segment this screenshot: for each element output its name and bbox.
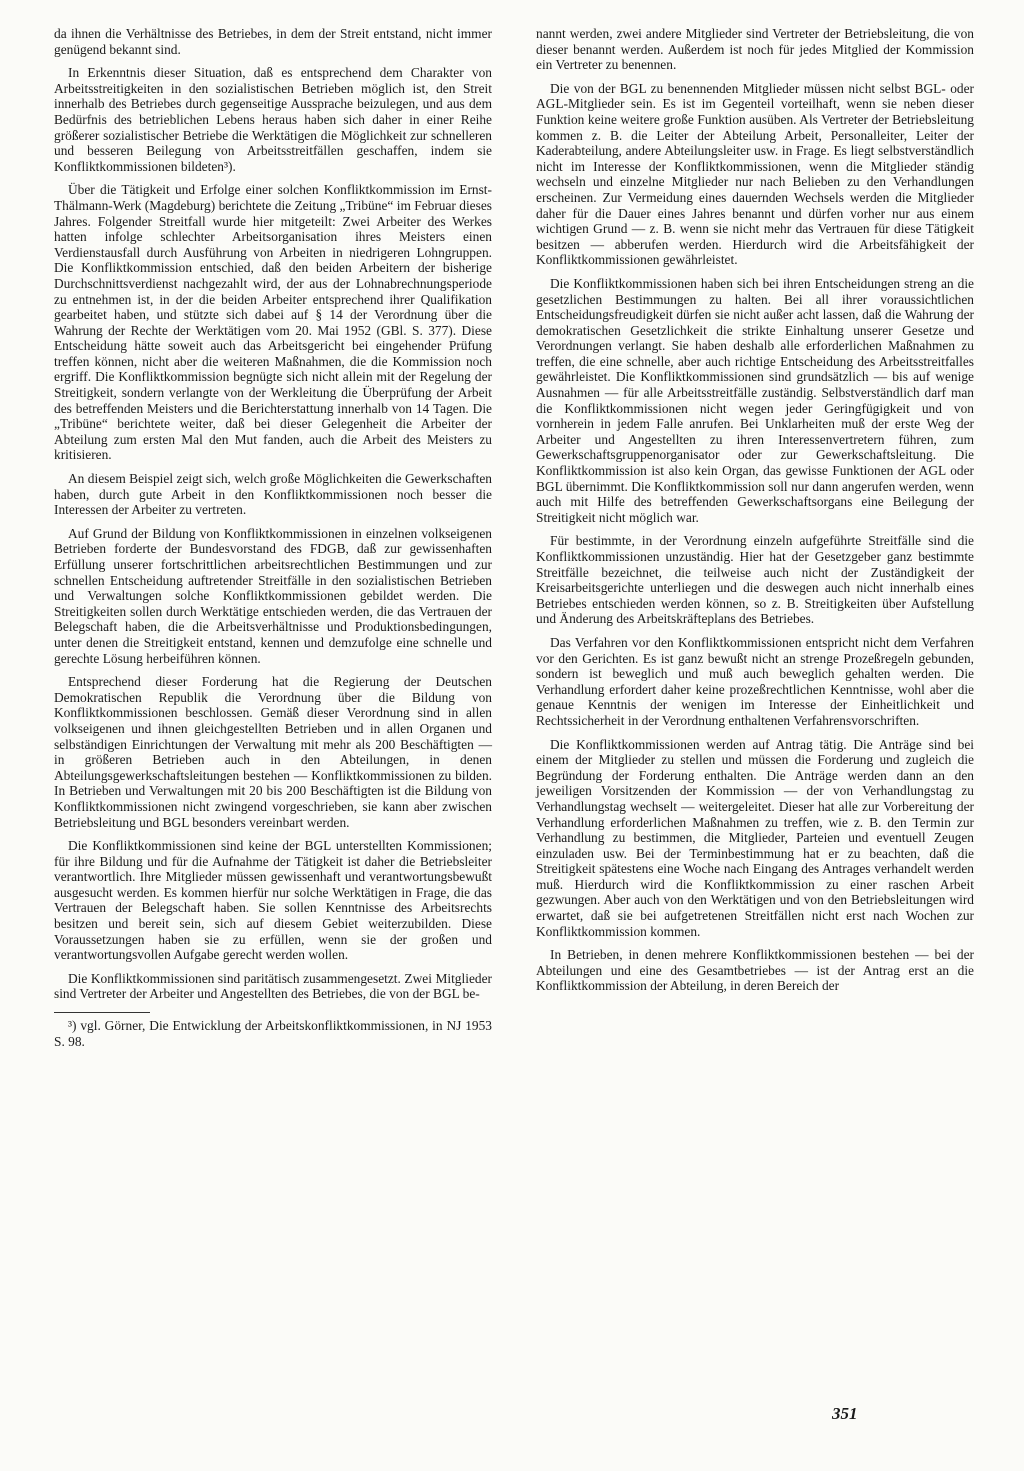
footnote-divider: [54, 1012, 150, 1013]
paragraph: Die Konfliktkommissionen sind paritätisch zusammengesetzt. Zwei Mitglieder sind Vertreter der Arbeiter und Angestellten des Betriebes, die von der BGL be-: [54, 970, 492, 1002]
footnote: ³) vgl. Görner, Die Entwicklung der Arbeitskonfliktkommissionen, in NJ 1953 S. 98.: [54, 1018, 492, 1049]
paragraph: Auf Grund der Bildung von Konfliktkommissionen in einzelnen volkseigenen Betrieben forderte der Bundesvorstand des FDGB, daß zur gewissenhaften Erfüllung unserer fortschrittlichen arbeitsrechtlichen Bestimmungen und zur schnellen Entscheidung auftretender Streitfälle in den sozialistischen Betrieben und Verwaltungen solche Konfliktkommissionen gebildet werden. Die Streitigkeiten sollen durch Werktätige entschieden werden, die das Vertrauen der Belegschaft haben, die die Arbeitsverhältnisse und Produktionsbedingungen, unter denen die Streitigkeit entstand, kennen und demzufolge eine schnelle und gerechte Lösung herbeiführen können.: [54, 525, 492, 666]
paragraph: Die Konfliktkommissionen werden auf Antrag tätig. Die Anträge sind bei einem der Mitglieder zu stellen und müssen die Forderung und zugleich die Begründung der Forderung enthalten. Die Anträge werden dann an den jeweiligen Vorsitzenden der Kommission — der von Verhandlungstag zu Verhandlungstag wechselt — weitergeleitet. Dieser hat alle zur Vorbereitung der Verhandlung erforderlichen Maßnahmen zu treffen, wie z. B. den Termin zur Verhandlung zu bestimmen, die Mitglieder, Parteien und eventuell Zeugen einzuladen usw. Bei der Terminbestimmung hat er zu beachten, daß die Streitigkeit spätestens eine Woche nach Eingang des Antrages verhandelt werden muß. Hierdurch wird die Konfliktkommission zu einer raschen Arbeit gezwungen. Aber auch von den Werktätigen und von den Betriebsleitungen wird erwartet, daß sie bei aufgetretenen Streitfällen nicht erst nach Wochen zur Konfliktkommission kommen.: [536, 736, 974, 939]
left-column: [54, 26, 492, 1057]
page-number: 351: [832, 1404, 858, 1423]
paragraph: da ihnen die Verhältnisse des Betriebes, in dem der Streit entstand, nicht immer genügend bekannt sind.: [54, 26, 492, 57]
paragraph: In Erkenntnis dieser Situation, daß es entsprechend dem Charakter von Arbeitsstreitigkeiten in den sozialistischen Betrieben möglich ist, den Streit innerhalb des Betriebes durch gegenseitige Aussprache beizulegen, und aus dem Bedürfnis des betrieblichen Lebens heraus haben sich daher in einer Reihe größerer sozialistischer Betriebe die Werktätigen die Möglichkeit zur schnelleren und besseren Beilegung von Arbeitsstreitfällen geschaffen, indem sie Konfliktkommissionen bildeten³).: [54, 65, 492, 174]
right-column: [536, 26, 974, 1002]
paragraph: Die Konfliktkommissionen sind keine der BGL unterstellten Kommissionen; für ihre Bildung und für die Aufnahme der Tätigkeit ist daher die Betriebsleiter verantwortlich. Ihre Mitglieder müssen gewissenhaft und verantwortungsbewußt ausgesucht werden. Es kommen hierfür nur solche Werktätigen in Frage, die das Vertrauen der Belegschaft haben. Sie sollen Kenntnisse des Arbeitsrechts besitzen und bereit sein, sich auf diesem Gebiet weiterzubilden. Diese Voraussetzungen haben sie zu erfüllen, wenn sie der großen und verantwortungsvollen Aufgabe gerecht werden wollen.: [54, 838, 492, 963]
paragraph: An diesem Beispiel zeigt sich, welch große Möglichkeiten die Gewerkschaften haben, durch gute Arbeit in den Konfliktkommissionen noch besser die Interessen der Arbeiter zu vertreten.: [54, 471, 492, 518]
paragraph: In Betrieben, in denen mehrere Konfliktkommissionen bestehen — bei der Abteilungen und eine des Gesamtbetriebes — ist der Antrag erst an die Konfliktkommission der Abteilung, in deren Bereich der: [536, 947, 974, 994]
paragraph: Über die Tätigkeit und Erfolge einer solchen Konfliktkommission im Ernst-Thälmann-Werk (Magdeburg) berichtete die Zeitung „Tribüne“ im Februar dieses Jahres. Folgender Streitfall wurde hier mitgeteilt: Zwei Arbeiter des Werkes hatten infolge schlechter Arbeitsorganisation ihres Meisters einen Verdienstausfall durch Ausführung von Arbeiten in niedrigeren Lohngruppen. Die Konfliktkommission entschied, daß den beiden Arbeitern der bisherige Durchschnittsverdienst nachgezahlt wird, der aus der Lohnabrechnungsperiode zu entnehmen ist, in der die beiden Arbeiter entsprechend ihrer Qualifikation gearbeitet haben, und stützte sich dabei auf § 14 der Verordnung über die Wahrung der Rechte der Werktätigen vom 20. Mai 1952 (GBl. S. 377). Diese Entscheidung hätte soweit auch das Arbeitsgericht bei eingehender Prüfung treffen können, nicht aber die weiteren Maßnahmen, die die Kommission noch ergriff. Die Konfliktkommission begnügte sich nicht allein mit der Regelung der Streitigkeit, sondern verlangte von der Werkleitung die Überprüfung der Arbeit des betreffenden Meisters und die Berichterstattung innerhalb von 14 Tagen. Die „Tribüne“ berichtete weiter, daß bei dieser Gelegenheit die Arbeiter der Abteilung zum ersten Mal den Mut fanden, auch die Arbeit des Meisters zu kritisieren.: [54, 182, 492, 463]
paragraph: Die von der BGL zu benennenden Mitglieder müssen nicht selbst BGL- oder AGL-Mitglieder sein. Es ist im Gegenteil vorteilhaft, wenn sie neben dieser Funktion keine weitere große Funktion ausüben. Als Vertreter der Betriebsleitung kommen z. B. die Leiter der Abteilung Arbeit, Personalleiter, Leiter der Kaderabteilung, andere Abteilungsleiter usw. in Frage. Es liegt selbstverständlich nicht im Interesse der Konfliktkommissionen, wenn die Mitglieder ständig wechseln und einzelne Mitglieder nur nach Belieben zu den Verhandlungen erscheinen. Zur Vermeidung eines dauernden Wechsels werden die Mitglieder daher für die Dauer eines Jahres benannt und dürfen vorher nur aus einem wichtigen Grund — z. B. wenn sie nicht mehr das Vertrauen für diese Tätigkeit besitzen — abberufen werden. Hierdurch wird die Arbeitsfähigkeit der Konfliktkommissionen gewährleistet.: [536, 80, 974, 268]
paragraph: Für bestimmte, in der Verordnung einzeln aufgeführte Streitfälle sind die Konfliktkommissionen unzuständig. Hier hat der Gesetzgeber ganz bestimmte Streitfälle bezeichnet, die teilweise auch nicht der Zuständigkeit der Kreisarbeitsgerichte unterliegen und die deswegen auch nicht innerhalb eines Betriebes entschieden werden können, so z. B. Streitigkeiten über Aufstellung und Änderung des Arbeitskräfteplans des Betriebes.: [536, 533, 974, 627]
paragraph: Die Konfliktkommissionen haben sich bei ihren Entscheidungen streng an die gesetzlichen Bestimmungen zu halten. Bei all ihrer voraussichtlichen Entscheidungsfreudigkeit dürfen sie nicht außer acht lassen, daß die Wahrung der demokratischen Gesetzlichkeit die strikte Einhaltung unserer Gesetze und Verordnungen verlangt. Sie haben deshalb alle erforderlichen Maßnahmen zu treffen, die eine schnelle, aber auch richtige Entscheidung des Arbeitsstreitfalles gewährleistet. Die Konfliktkommissionen sind grundsätzlich — bis auf wenige Ausnahmen — für alle Arbeitsstreitfälle zuständig. Selbstverständlich darf man die Konfliktkommissionen nicht wegen jeder Geringfügigkeit und von vornherein in jedem Falle anrufen. Bei Unklarheiten muß der erste Weg der Arbeiter und Angestellten zu ihren Interessenvertretern führen, zum Gewerkschaftsgruppenorganisator oder zur Gewerkschaftsleitung. Die Konfliktkommission ist also kein Organ, das gewisse Funktionen der AGL oder BGL übernimmt. Die Konfliktkommission soll nur dann angerufen werden, wenn auch mit Hilfe des betreffenden Gewerkschaftsorgans eine Beilegung der Streitigkeit nicht möglich war.: [536, 275, 974, 525]
document-page: [40, 26, 984, 1436]
paragraph: Entsprechend dieser Forderung hat die Regierung der Deutschen Demokratischen Republik die Verordnung über die Bildung von Konfliktkommissionen beschlossen. Gemäß dieser Verordnung sind in allen volkseigenen und ihnen gleichgestellten Betrieben und in allen Organen und selbständigen Einrichtungen der Verwaltung mit mehr als 200 Beschäftigten — in größeren Betrieben auch in den Abteilungen, in denen Abteilungsgewerkschaftsleitungen bestehen — Konfliktkommissionen zu bilden. In Betrieben und Verwaltungen mit 20 bis 200 Beschäftigten ist die Bildung von Konfliktkommissionen nicht zwingend vorgeschrieben, sie kann aber zwischen Betriebsleitung und BGL besonders vereinbart werden.: [54, 674, 492, 830]
paragraph: Das Verfahren vor den Konfliktkommissionen entspricht nicht dem Verfahren vor den Gerichten. Es ist ganz bewußt nicht an strenge Prozeßregeln gebunden, sondern ist beweglich und muß auch beweglich gehalten werden. Die Verhandlung erfordert daher keine prozeßrechtlichen Kenntnisse, wohl aber die genaue Kenntnis der wenigen im Interesse der Einheitlichkeit und Rechtssicherheit in der Verordnung enthaltenen Verfahrensvorschriften.: [536, 634, 974, 728]
paragraph: nannt werden, zwei andere Mitglieder sind Vertreter der Betriebsleitung, die von dieser benannt werden. Außerdem ist noch für jedes Mitglied der Kommission ein Vertreter zu benennen.: [536, 26, 974, 73]
